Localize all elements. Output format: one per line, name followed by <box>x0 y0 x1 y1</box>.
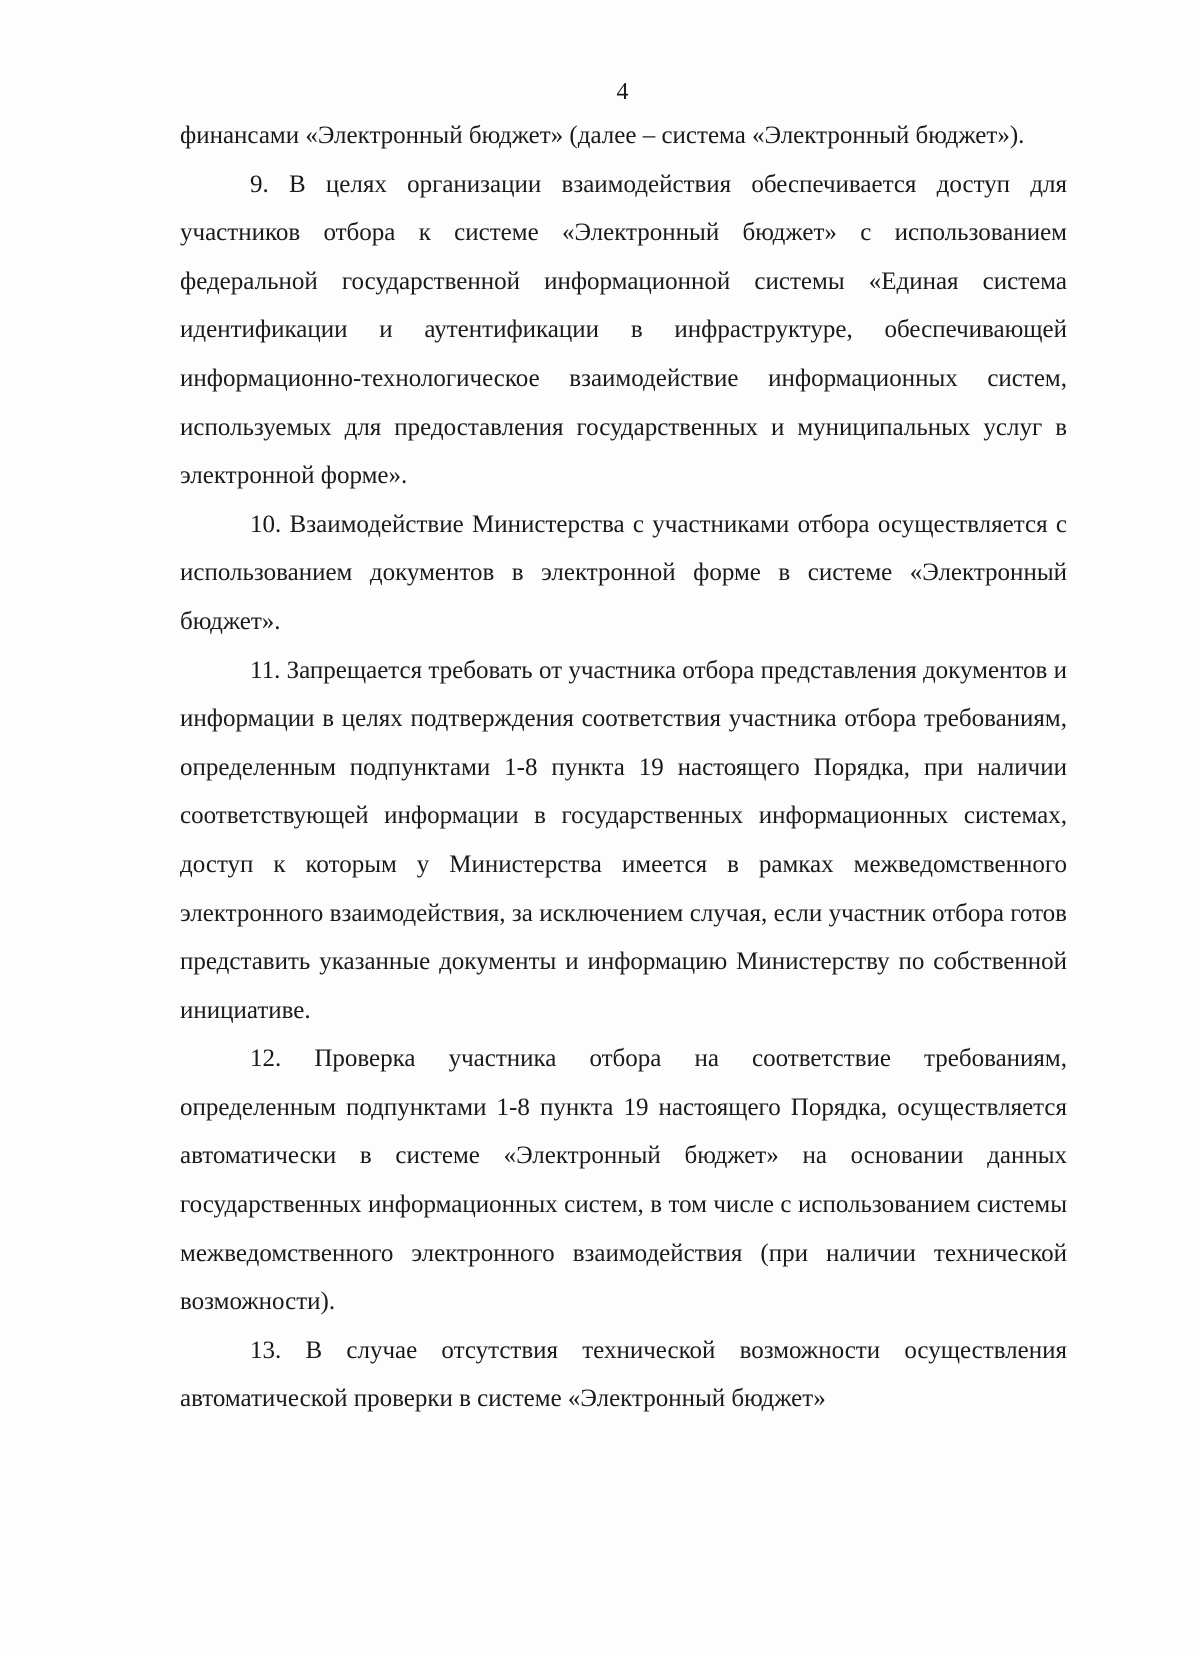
paragraph-13-start: 13. В случае отсутствия технической возможности осуществления автоматической проверки в системе «Электронный бюджет» <box>180 1336 1067 1413</box>
paragraph-8-continuation: финансами «Электронный бюджет» (далее – система «Электронный бюджет»). <box>180 122 1025 149</box>
paragraph-9: 9. В целях организации взаимодействия обеспечивается доступ для участников отбора к системе «Электронный бюджет» с использованием федеральной государственной информационной системы «Единая система идентификации и аутентификации в инфраструктуре, обеспечивающей информационно-технологическое взаимодействие информационных систем, используемых для предоставления государственных и муниципальных услуг в электронной форме». <box>180 170 1067 490</box>
paragraph-12: 12. Проверка участника отбора на соответствие требованиям, определенным подпунктами 1-8 пункта 19 настоящего Порядка, осуществляется автоматически в системе «Электронный бюджет» на основании данных государственных информационных систем, в том числе с использованием системы межведомственного электронного взаимодействия (при наличии технической возможности). <box>180 1045 1067 1316</box>
paragraph-10: 10. Взаимодействие Министерства с участниками отбора осуществляется с использованием документов в электронной форме в системе «Электронный бюджет». <box>180 510 1067 635</box>
document-body <box>180 112 1067 1424</box>
page-number: 4 <box>616 79 629 105</box>
paragraph-11: 11. Запрещается требовать от участника отбора представления документов и информации в целях подтверждения соответствия участника отбора требованиям, определенным подпунктами 1-8 пункта 19 настоящего Порядка, при наличии соответствующей информации в государственных информационных системах, доступ к которым у Министерства имеется в рамках межведомственного электронного взаимодействия, за исключением случая, если участник отбора готов представить указанные документы и информацию Министерству по собственной инициативе. <box>180 656 1067 1024</box>
